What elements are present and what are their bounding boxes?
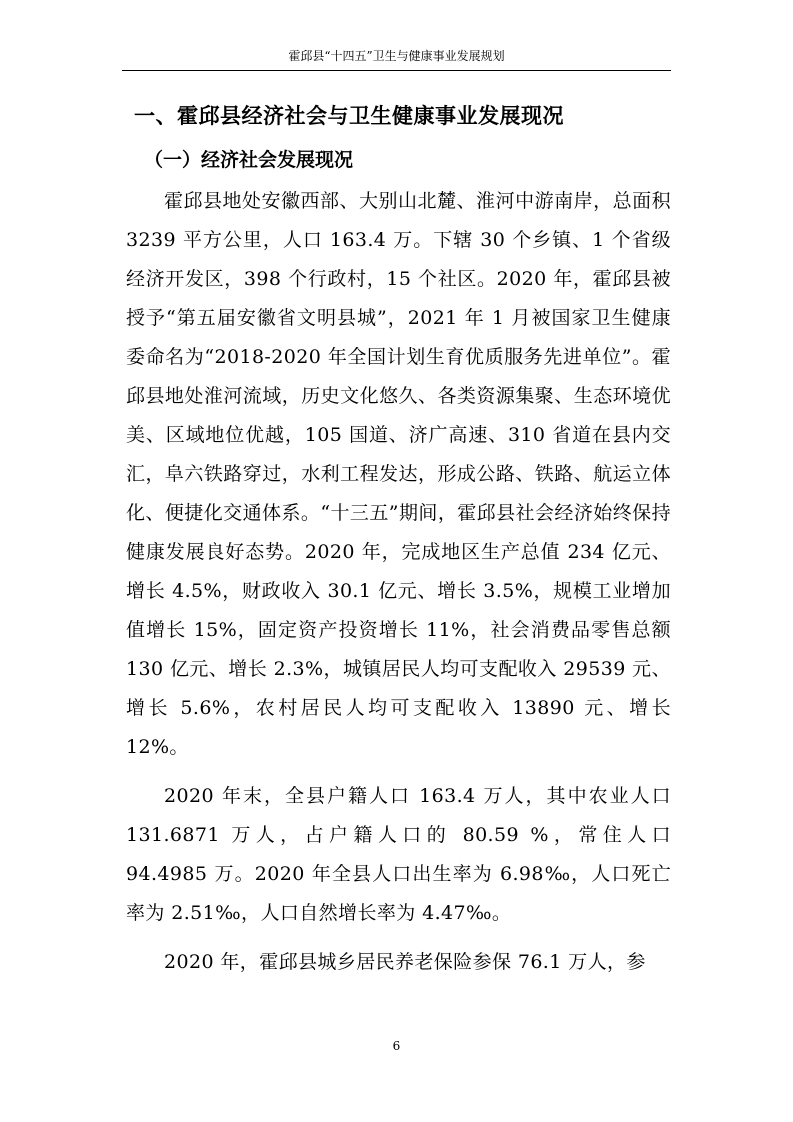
paragraph-insurance: 2020 年，霍邱县城乡居民养老保险参保 76.1 万人，参 [164,951,646,973]
section-heading: 一、霍邱县经济社会与卫生健康事业发展现况 [134,104,564,128]
running-header: 霍邱县“十四五”卫生与健康事业发展规划 [122,48,671,71]
paragraph-population: 2020 年末，全县户籍人口 163.4 万人，其中农业人口 131.6871 万人，占户籍人口的 80.59 %，常住人口 94.4985 万。2020 年全县人口出生率为 6.98‰，人口死亡率为 2.51‰，人口自然增长率为 4.47‰。 [126,785,671,924]
paragraph-economy: 霍邱县地处安徽西部、大别山北麓、淮河中游南岸，总面积 3239 平方公里，人口 163.4 万。下辖 30 个乡镇、1 个省级经济开发区，398 个行政村，15 个社区。2020 年，霍邱县被授予“第五届安徽省文明县城”，2021 年 1 月被国家卫生健康委命名为“2018-2020 年全国计划生育优质服务先进单位”。霍邱县地处淮河流域，历史文化悠久、各类资源集聚、生态环境优美、区域地位优越，105 国道、济广高速、310 省道在县内交汇，阜六铁路穿过，水利工程发达，形成公路、铁路、航运立体化、便捷化交通体系。“十三五”期间，霍邱县社会经济始终保持健康发展良好态势。2020 年，完成地区生产总值 234 亿元、增长 4.5%，财政收入 30.1 亿元、增长 3.5%，规模工业增加值增长 15%，固定资产投资增长 11%，社会消费品零售总额 130 亿元、增长 2.3%，城镇居民人均可支配收入 29539 元、增长 5.6%，农村居民人均可支配收入 13890 元、增长 12%。 [126,190,671,758]
page-content [126,90,671,982]
page-number: 6 [392,1039,401,1053]
subsection-heading: （一）经济社会发展现况 [144,149,354,171]
